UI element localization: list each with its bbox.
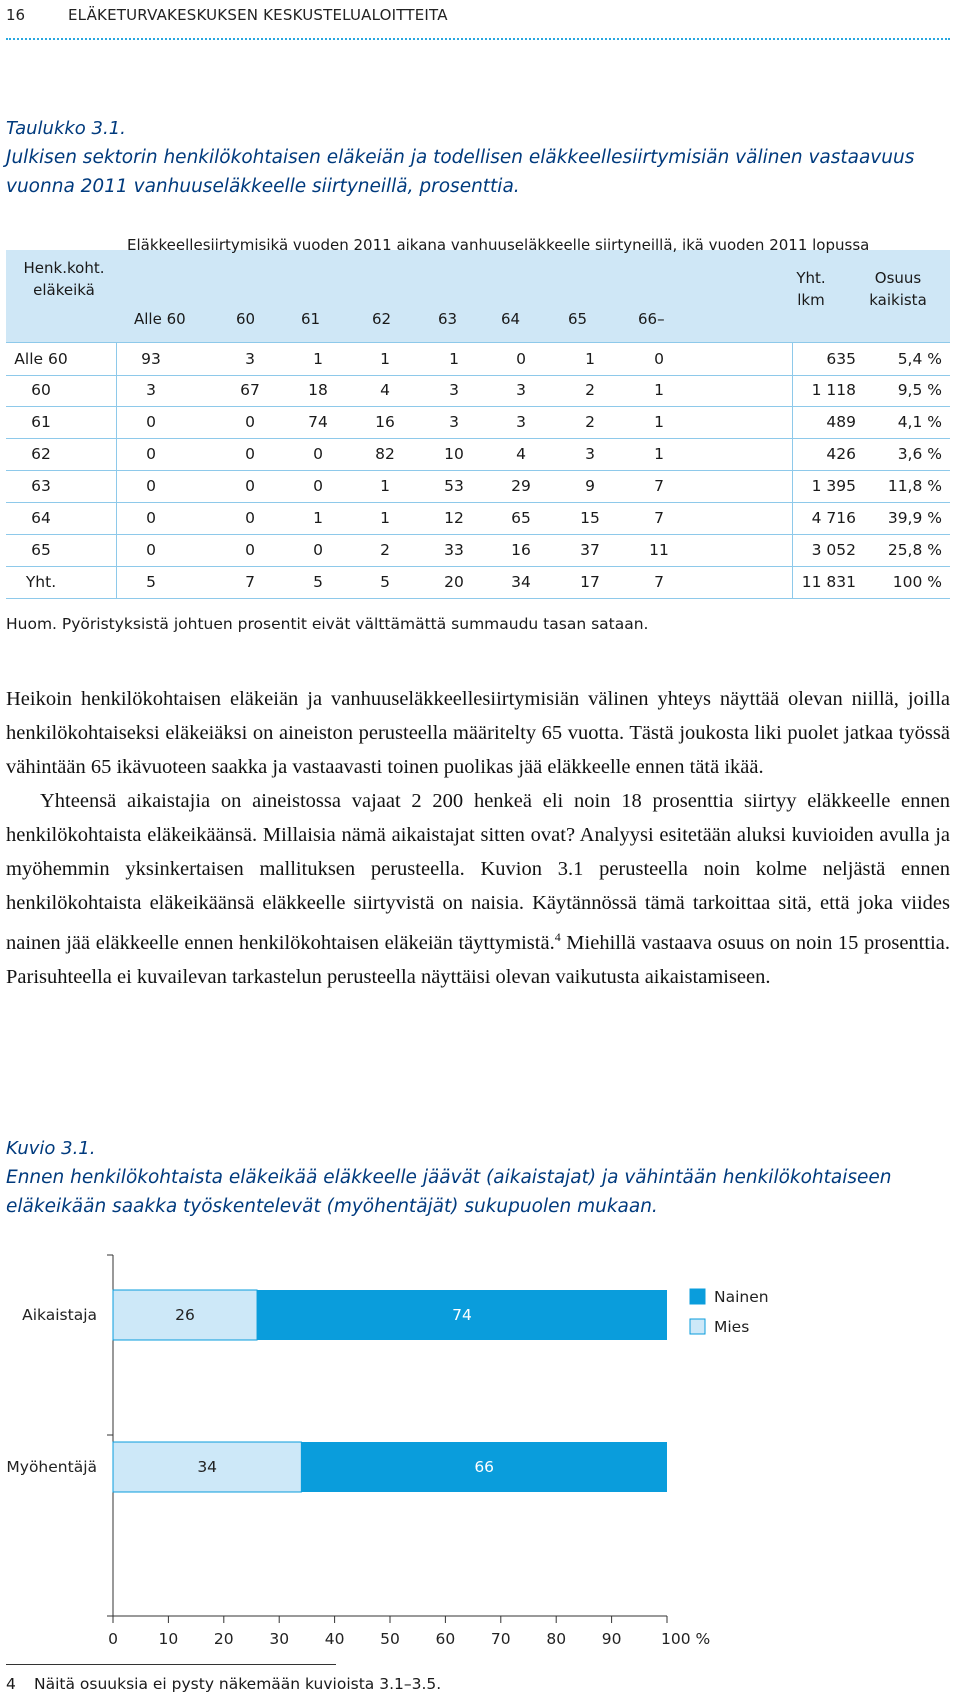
share-cell: 100 % [892, 573, 942, 591]
table-cell: 3 [449, 413, 459, 431]
share-cell: 5,4 % [897, 350, 942, 368]
table-divider [116, 342, 117, 599]
running-title: ELÄKETURVAKESKUKSEN KESKUSTELUALOITTEITA [68, 6, 448, 24]
table-row [6, 438, 950, 471]
column-header: 62 [372, 310, 392, 328]
category-label: Myöhentäjä [6, 1458, 97, 1476]
table-cell: 33 [444, 541, 464, 559]
table-cell: 0 [146, 541, 156, 559]
table-cell: 65 [511, 509, 531, 527]
row-label: Alle 60 [14, 350, 68, 368]
table-cell: 0 [313, 445, 323, 463]
table-cell: 1 [313, 509, 323, 527]
table-cell: 20 [444, 573, 464, 591]
table-cell: 1 [585, 350, 595, 368]
share-header: Osuus kaikista [869, 269, 927, 309]
footnote-number: 4 [6, 1675, 16, 1693]
table-cell: 0 [313, 477, 323, 495]
table-note: Huom. Pyöristyksistä johtuen prosentit eivät välttämättä summaudu tasan sataan. [6, 615, 649, 633]
table-cell: 1 [654, 381, 664, 399]
table-cell: 1 [380, 509, 390, 527]
table-cell: 2 [585, 381, 595, 399]
column-header: 64 [501, 310, 521, 328]
x-tick-label: 0 [108, 1630, 118, 1645]
total-cell: 1 118 [811, 381, 856, 399]
table-cell: 5 [380, 573, 390, 591]
figure-caption [6, 1138, 950, 1221]
bar-value-label: 66 [474, 1458, 495, 1476]
row-label: 64 [31, 509, 51, 527]
table-cell: 1 [654, 445, 664, 463]
table-cell: 82 [375, 445, 395, 463]
legend-swatch [690, 1319, 705, 1334]
figure-chart [0, 1245, 960, 1645]
group-header: Eläkkeellesiirtymisikä vuoden 2011 aikana vanhuuseläkkeelle siirtyneillä, ikä vuoden 2011 lopussa [127, 236, 870, 254]
table-caption-label: Taulukko 3.1. [6, 118, 126, 139]
column-header: 61 [301, 310, 321, 328]
share-cell: 3,6 % [897, 445, 942, 463]
x-tick-label: 20 [213, 1630, 234, 1645]
body-text [6, 682, 950, 994]
total-cell: 489 [826, 413, 856, 431]
share-cell: 9,5 % [897, 381, 942, 399]
page-number: 16 [6, 6, 26, 24]
chart-svg [0, 1245, 960, 1645]
table-cell: 5 [313, 573, 323, 591]
table-cell: 1 [380, 477, 390, 495]
table-cell: 18 [308, 381, 328, 399]
bar-value-label: 26 [175, 1306, 195, 1324]
total-cell: 426 [826, 445, 856, 463]
column-header: 63 [438, 310, 458, 328]
table-cell: 12 [444, 509, 464, 527]
running-header [6, 0, 950, 40]
table-cell: 5 [146, 573, 156, 591]
table-cell: 2 [585, 413, 595, 431]
table-cell: 1 [380, 350, 390, 368]
table-row [6, 342, 950, 376]
table-cell: 9 [585, 477, 595, 495]
table-cell: 0 [516, 350, 526, 368]
table-cell: 67 [240, 381, 260, 399]
figure-caption-text: Ennen henkilökohtaista eläkeikää eläkkeelle jäävät (aikaistajat) ja vähintään henkilökohtaiseen eläkeikään saakka työskentelevät (myöhentäjät) sukupuolen mukaan. [6, 1167, 892, 1217]
table-row [6, 502, 950, 535]
table-cell: 2 [380, 541, 390, 559]
x-tick-label: 40 [324, 1630, 345, 1645]
table-cell: 3 [516, 413, 526, 431]
column-header: 66– [638, 310, 665, 328]
table-cell: 3 [516, 381, 526, 399]
total-cell: 3 052 [811, 541, 856, 559]
table-cell: 0 [245, 445, 255, 463]
table-row [6, 566, 950, 599]
table-row [6, 470, 950, 503]
table-cell: 0 [146, 413, 156, 431]
table-cell: 0 [654, 350, 664, 368]
footnote [6, 1675, 441, 1693]
row-label: 61 [31, 413, 51, 431]
table-cell: 17 [580, 573, 600, 591]
table-divider [792, 342, 793, 599]
table-cell: 37 [580, 541, 600, 559]
table-row [6, 534, 950, 567]
table-row [6, 406, 950, 439]
table-cell: 3 [245, 350, 255, 368]
total-cell: 1 395 [811, 477, 856, 495]
table-cell: 0 [245, 509, 255, 527]
row-label: 65 [31, 541, 51, 559]
x-tick-label: 10 [158, 1630, 179, 1645]
share-cell: 4,1 % [897, 413, 942, 431]
table-cell: 4 [516, 445, 526, 463]
bar-value-label: 34 [197, 1458, 218, 1476]
table-cell: 10 [444, 445, 464, 463]
footnote-text: Näitä osuuksia ei pysty näkemään kuvioista 3.1–3.5. [34, 1675, 442, 1693]
x-tick-label: 70 [490, 1630, 511, 1645]
table-cell: 74 [308, 413, 328, 431]
footnote-ref: 4 [554, 930, 561, 944]
table-cell: 0 [245, 477, 255, 495]
category-label: Aikaistaja [22, 1306, 97, 1324]
total-cell: 635 [826, 350, 856, 368]
total-cell: 11 831 [801, 573, 856, 591]
table-cell: 0 [245, 413, 255, 431]
x-tick-label: 100 % [661, 1630, 711, 1645]
table-cell: 11 [649, 541, 669, 559]
x-tick-label: 80 [546, 1630, 567, 1645]
table-cell: 0 [146, 477, 156, 495]
footnote-rule [6, 1664, 336, 1665]
table-cell: 53 [444, 477, 464, 495]
row-label: 60 [31, 381, 51, 399]
table-cell: 0 [313, 541, 323, 559]
column-header: Alle 60 [134, 310, 186, 328]
paragraph: Heikoin henkilökohtaisen eläkeiän ja vanhuuseläkkeellesiirtymisiän välinen yhteys näyttää olevan niillä, joilla henkilökohtaiseksi eläkeiäksi on aineiston perusteella määritelty 65 vuotta. Tästä joukosta liki puolet jatkaa työssä vähintään 65 ikävuoteen saakka ja vastaavasti toinen puolikas jää eläkkeelle ennen tätä ikää. [6, 688, 950, 778]
table-cell: 0 [245, 541, 255, 559]
row-label: Yht. [25, 573, 57, 591]
share-cell: 25,8 % [887, 541, 942, 559]
column-header: 60 [236, 310, 256, 328]
table-cell: 0 [146, 509, 156, 527]
table-cell: 1 [449, 350, 459, 368]
x-tick-label: 60 [435, 1630, 456, 1645]
x-tick-label: 30 [269, 1630, 290, 1645]
x-tick-label: 50 [380, 1630, 400, 1645]
table-cell: 29 [511, 477, 531, 495]
legend-label: Nainen [714, 1288, 769, 1306]
row-header: Henk.koht. eläkeikä [23, 259, 105, 299]
column-header: 65 [568, 310, 588, 328]
table-cell: 0 [146, 445, 156, 463]
table-cell: 1 [313, 350, 323, 368]
table-cell: 4 [380, 381, 390, 399]
table-cell: 7 [245, 573, 255, 591]
table-cell: 7 [654, 477, 664, 495]
table-row [6, 374, 950, 407]
legend-swatch [690, 1289, 705, 1304]
table-cell: 3 [146, 381, 156, 399]
table-cell: 7 [654, 573, 664, 591]
row-label: 63 [31, 477, 51, 495]
table-cell: 34 [511, 573, 531, 591]
table-cell: 15 [580, 509, 600, 527]
paragraph: Yhteensä aikaistajia on aineistossa vajaat 2 200 henkeä eli noin 18 prosenttia siirtyy eläkkeelle ennen henkilökohtaista eläkeikäänsä. Millaisia nämä aikaistajat sitten ovat? Analyysi esitetään aluksi kuvioiden avulla ja myöhemmin yksinkertaisen mallituksen perusteella. Kuvion 3.1 perusteella noin kolme neljästä ennen henkilökohtaista eläkeikäänsä eläkkeelle siirtyvistä on naisia. Käytännössä tämä tarkoittaa sitä, että joka viides nainen jää eläkkeelle ennen henkilökohtaisen eläkeiän täyttymistä.$^4$ Miehillä vastaava osuus on noin 15 prosenttia. Parisuhteella ei kuvailevan tarkastelun perusteella näyttäisi olevan vaikutusta aikaistamiseen. [6, 790, 950, 988]
bar-value-label: 74 [452, 1306, 472, 1324]
share-cell: 39,9 % [887, 509, 942, 527]
table-cell: 3 [449, 381, 459, 399]
total-cell: 4 716 [811, 509, 856, 527]
table-caption [6, 118, 950, 201]
table-cell: 93 [141, 350, 161, 368]
total-header: Yht. lkm [796, 269, 826, 309]
table-cell: 16 [375, 413, 395, 431]
table-cell: 7 [654, 509, 664, 527]
share-cell: 11,8 % [887, 477, 942, 495]
table-caption-text: Julkisen sektorin henkilökohtaisen eläkeiän ja todellisen eläkkeellesiirtymisiän välinen vastaavuus vuonna 2011 vanhuuseläkkeelle siirtyneillä, prosenttia. [6, 147, 915, 197]
figure-caption-label: Kuvio 3.1. [6, 1138, 96, 1159]
table-cell: 16 [511, 541, 531, 559]
table-cell: 1 [654, 413, 664, 431]
x-tick-label: 90 [601, 1630, 622, 1645]
table-cell: 3 [585, 445, 595, 463]
legend-label: Mies [714, 1318, 750, 1336]
row-label: 62 [31, 445, 51, 463]
